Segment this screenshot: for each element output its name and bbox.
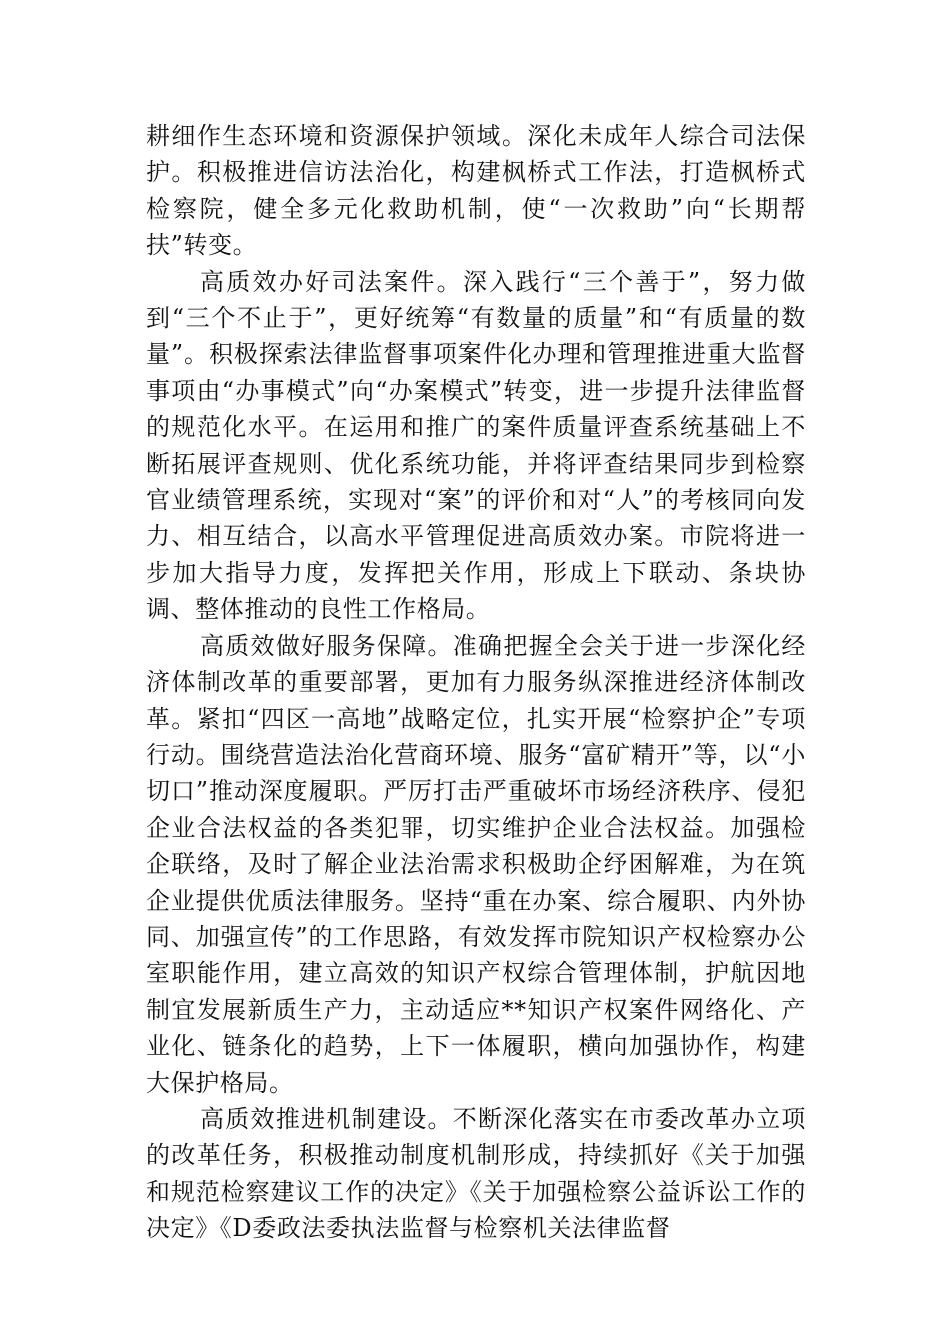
paragraph-intro-continued: 耕细作生态环境和资源保护领域。深化未成年人综合司法保护。积极推进信访法治化，构建枫桥式工作法，打造枫桥式检察院，健全多元化救助机制，使“一次救助”向“长期帮扶”转变。 xyxy=(146,122,806,260)
paragraph-judicial-cases: 高质效办好司法案件。深入践行“三个善于”，努力做到“三个不止于”，更好统筹“有数量的质量”和“有质量的数量”。积极探索法律监督事项案件化办理和管理推进重大监督事项由“办事模式”向“办案模式”转变，进一步提升法律监督的规范化水平。在运用和推广的案件质量评查系统基础上不断拓展评查规则、优化系统功能，并将评查结果同步到检察官业绩管理系统，实现对“案”的评价和对“人”的考核同向发力、相互结合，以高水平管理促进高质效办案。市院将进一步加大指导力度，发挥把关作用，形成上下联动、条块协调、整体推动的良性工作格局。 xyxy=(146,267,806,624)
paragraph-service-guarantee: 高质效做好服务保障。准确把握全会关于进一步深化经济体制改革的重要部署，更加有力服务纵深推进经济体制改革。紧扣“四区一高地”战略定位，扎实开展“检察护企”专项行动。围绕营造法治化营商环境、服务“富矿精开”等，以“小切口”推动深度履职。严厉打击严重破坏市场经济秩序、侵犯企业合法权益的各类犯罪，切实维护企业合法权益。加强检企联络，及时了解企业法治需求积极助企纾困解难，为在筑企业提供优质法律服务。坚持“重在办案、综合履职、内外协同、加强宣传”的工作思路，有效发挥市院知识产权检察办公室职能作用，建立高效的知识产权综合管理体制，护航因地制宜发展新质生产力，主动适应**知识产权案件网络化、产业化、链条化的趋势，上下一体履职，横向加强协作，构建大保护格局。 xyxy=(146,631,806,1097)
paragraph-mechanism-building: 高质效推进机制建设。不断深化落实在市委改革办立项的改革任务，积极推动制度机制形成，持续抓好《关于加强和规范检察建议工作的决定》《关于加强检察公益诉讼工作的决定》《D委政法委执法监督与检察机关法律监督 xyxy=(146,1104,806,1243)
document-page xyxy=(146,118,806,1247)
